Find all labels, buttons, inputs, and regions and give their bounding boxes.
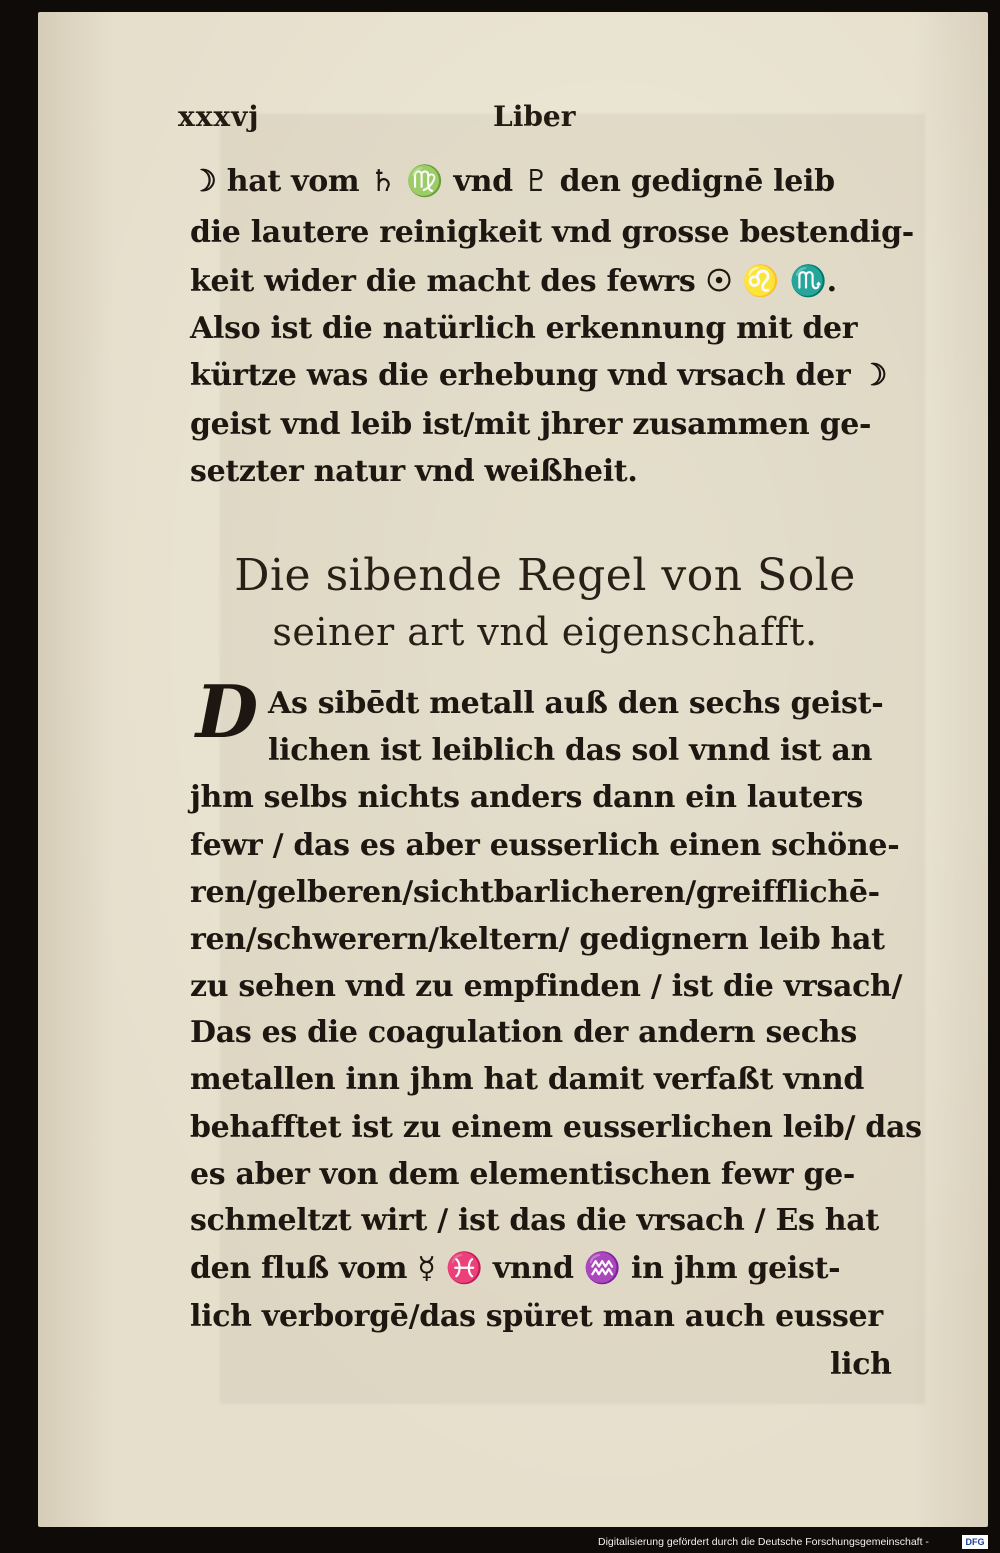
- text-line: keit wider die macht des fewrs ☉ ♌ ♏.: [190, 264, 837, 299]
- running-head: [178, 96, 898, 136]
- catchword: lich: [830, 1347, 892, 1382]
- text-line: lich verborgē/das spüret man auch eusser: [190, 1299, 883, 1334]
- text-line: geist vnd leib ist/mit jhrer zusammen ge-: [190, 407, 872, 442]
- text-line: schmeltzt wirt / ist das die vrsach / Es hat: [190, 1203, 879, 1238]
- running-title: Liber: [493, 100, 576, 133]
- text-line: ☽ hat vom ♄ ♍ vnd ♇ den gedignē leib: [190, 164, 835, 199]
- folio-number: xxxvj: [178, 100, 260, 133]
- text-line: metallen inn jhm hat damit verfaßt vnnd: [190, 1062, 865, 1097]
- digitization-credit: Digitalisierung gefördert durch die Deutsche Forschungsgemeinschaft -: [598, 1536, 929, 1548]
- text-line: setzter natur vnd weißheit.: [190, 454, 638, 489]
- text-line: die lautere reinigkeit vnd grosse bestendig-: [190, 215, 914, 250]
- dfg-logo: DFG: [962, 1535, 988, 1549]
- chapter-heading: Die sibende Regel von Sole: [234, 550, 856, 601]
- chapter-subheading: seiner art vnd eigenschafft.: [272, 610, 818, 654]
- text-line: es aber von dem elementischen fewr ge-: [190, 1157, 856, 1192]
- text-line: Also ist die natürlich erkennung mit der: [190, 311, 858, 346]
- text-line: fewr / das es aber eusserlich einen schöne-: [190, 828, 900, 863]
- text-line: behafftet ist zu einem eusserlichen leib/ das: [190, 1110, 922, 1145]
- text-line: jhm selbs nichts anders dann ein lauters: [190, 780, 863, 815]
- text-line: ren/gelberen/sichtbarlicheren/greifflichē-: [190, 875, 880, 910]
- text-line: Das es die coagulation der andern sechs: [190, 1015, 857, 1050]
- decorated-initial: D: [195, 669, 259, 754]
- text-line: kürtze was die erhebung vnd vrsach der ☽: [190, 358, 888, 393]
- text-line: As sibēdt metall auß den sechs geist-: [268, 686, 884, 721]
- text-line: lichen ist leiblich das sol vnnd ist an: [268, 733, 873, 768]
- text-line: ren/schwerern/keltern/ gedignern leib hat: [190, 922, 885, 957]
- text-line: den fluß vom ☿ ♓ vnnd ♒ in jhm geist-: [190, 1251, 841, 1286]
- text-line: zu sehen vnd zu empfinden / ist die vrsach/: [190, 969, 903, 1004]
